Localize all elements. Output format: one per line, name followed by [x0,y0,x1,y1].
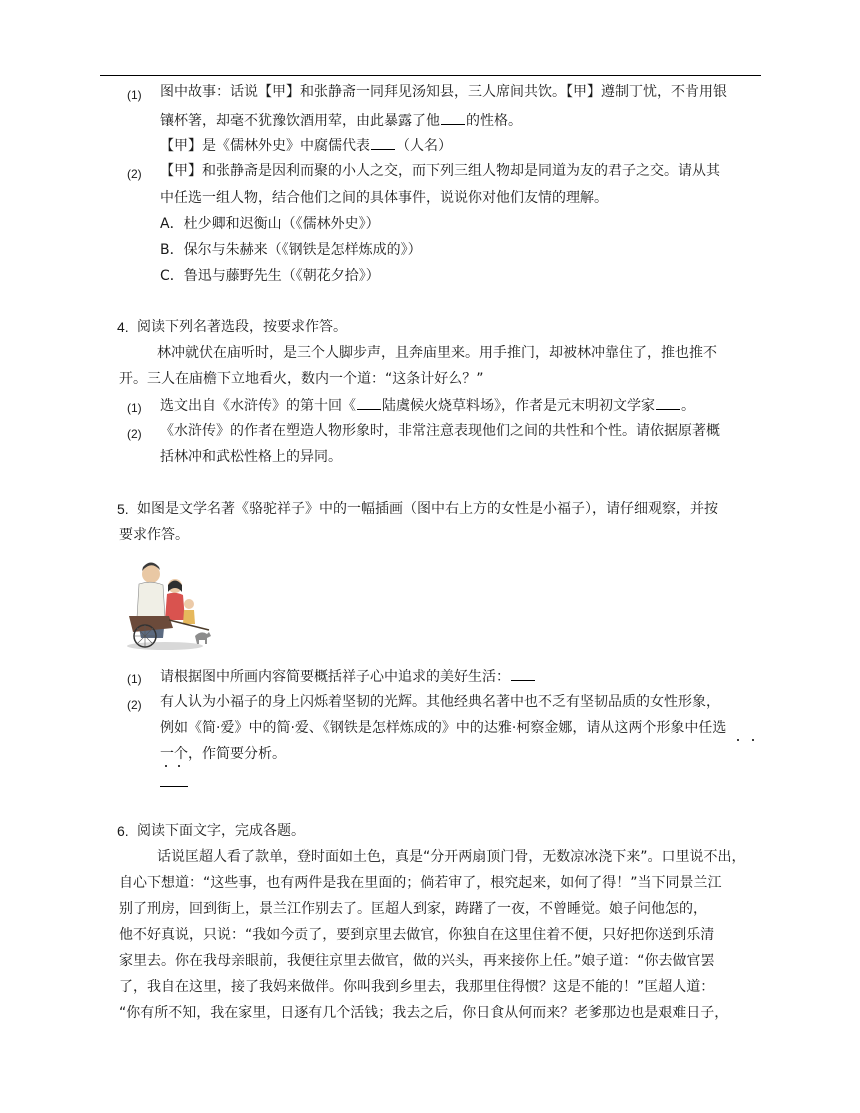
q4-sub2-line2: 括林冲和武松性格上的异同。 [160,449,342,465]
q5-title-line1: 如图是文学名著《骆驼祥子》中的一幅插画（图中右上方的女性是小福子），请仔细观察，并按 [137,501,718,517]
q4-sub2-number: (2) [127,427,142,441]
answer-blank[interactable] [441,110,465,125]
q6-number: 6. [117,823,129,839]
header-rule [100,75,761,76]
q4-sub2-line1: 《水浒传》的作者在塑造人物形象时，非常注意表现他们之间的共性和个性。请依据原著概 [160,423,720,439]
q3-sub1-line3 [160,135,452,156]
q6-passage-line: 自心下想道：“这些事，也有两件是我在里面的；倘若审了，根究起来，如何了得！”当下同景兰江 [119,875,722,891]
q3-sub2-line1: 【甲】和张静斋是因利而聚的小人之交，而下列三组人物却是同道为友的君子之交。请从其 [160,163,720,179]
rickshaw-illustration [125,558,215,652]
q3-option-a: A．杜少卿和迟衡山（《儒林外史》） [160,216,380,232]
answer-blank[interactable] [357,395,381,410]
q5-sub2-line3: 一个，作简要分析。 [160,746,286,762]
q3-sub1-number: (1) [127,88,142,102]
q4-title: 阅读下列名著选段，按要求作答。 [137,319,347,335]
emphasis-dot [737,739,739,741]
q3-sub1-line2b: 的性格。 [466,113,522,129]
q4-passage-line1: 林冲就伏在庙听时，是三个人脚步声，且奔庙里来。用手推门，却被林冲靠住了，推也推不 [157,345,717,361]
answer-blank[interactable] [511,666,535,681]
q4-sub1-number: (1) [127,401,142,415]
q4-number: 4. [117,319,129,335]
answer-blank[interactable] [160,786,188,787]
q4-passage-line2: 开。三人在庙檐下立地看火，数内一个道：“这条计好么？” [119,371,484,387]
q5-sub2-number: (2) [127,698,142,712]
q6-passage-line: 他不好真说，只说：“我如今贡了，要到京里去做官，你独自在这里住着不便，只好把你送到乐清 [119,927,715,943]
q3-sub1-line3b: （人名） [396,138,452,154]
q3-sub1-line2a: 镶杯箸，却毫不犹豫饮酒用荤，由此暴露了他 [160,113,440,129]
q6-title: 阅读下面文字，完成各题。 [137,823,305,839]
q5-title-line2: 要求作答。 [119,527,189,543]
q6-passage-line: 家里去。你在我母亲眼前，我便往京里去做官，做的兴头，再来接你上任。”娘子道：“你去做官罢 [119,953,715,969]
q4-sub1-line [160,395,695,416]
q3-option-b: B．保尔与朱赫来（《钢铁是怎样炼成的》） [160,242,422,258]
q4-sub1-c: 。 [681,398,695,414]
q3-sub2-line2: 中任选一组人物，结合他们之间的具体事件，说说你对他们友情的理解。 [160,190,608,206]
q4-sub1-b: 陆虞候火烧草料场》，作者是元末明初文学家 [382,398,655,414]
q5-sub2-line1: 有人认为小福子的身上闪烁着坚韧的光辉。其他经典名著中也不乏有坚韧品质的女性形象， [160,694,720,710]
answer-blank[interactable] [371,135,395,150]
q6-passage-line: “你有所不知，我在家里，日逐有几个活钱；我去之后，你日食从何而来？老爹那边也是艰难日子， [119,1005,729,1021]
q6-passage-line: 了，我自在这里，接了我妈来做伴。你叫我到乡里去，我那里住得惯？这是不能的！”匡超人道： [119,979,715,995]
emphasis-dot [165,765,167,767]
q5-sub1-number: (1) [127,672,142,686]
q3-sub1-line2 [160,110,522,131]
q6-passage-line: 话说匡超人看了款单，登时面如土色，真是“分开两扇顶门骨，无数凉冰浇下来”。口里说不出， [157,849,746,865]
q6-passage-line: 别了刑房，回到街上，景兰江作别去了。匡超人到家，踌躇了一夜，不曾睡觉。娘子问他怎的， [119,901,707,917]
q5-sub1-line [160,666,536,687]
answer-blank[interactable] [656,395,680,410]
q3-option-c: C．鲁迅与藤野先生（《朝花夕拾》） [160,268,380,284]
emphasis-dot [752,739,754,741]
q5-sub1-text: 请根据图中所画内容简要概括祥子心中追求的美好生活： [160,669,510,685]
emphasis-dot [178,765,180,767]
q3-sub1-line3a: 【甲】是《儒林外史》中腐儒代表 [160,138,370,154]
q5-sub2-line2: 例如《简·爱》中的简·爱、《钢铁是怎样炼成的》中的达雅·柯察金娜，请从这两个形象中任选 [160,720,727,736]
q3-sub1-line1: 图中故事：话说【甲】和张静斋一同拜见汤知县，三人席间共饮。【甲】遵制丁忧，不肯用银 [160,84,727,100]
q5-number: 5. [117,501,129,517]
q4-sub1-a: 选文出自《水浒传》的第十回《 [160,398,356,414]
q3-sub2-number: (2) [127,167,142,181]
